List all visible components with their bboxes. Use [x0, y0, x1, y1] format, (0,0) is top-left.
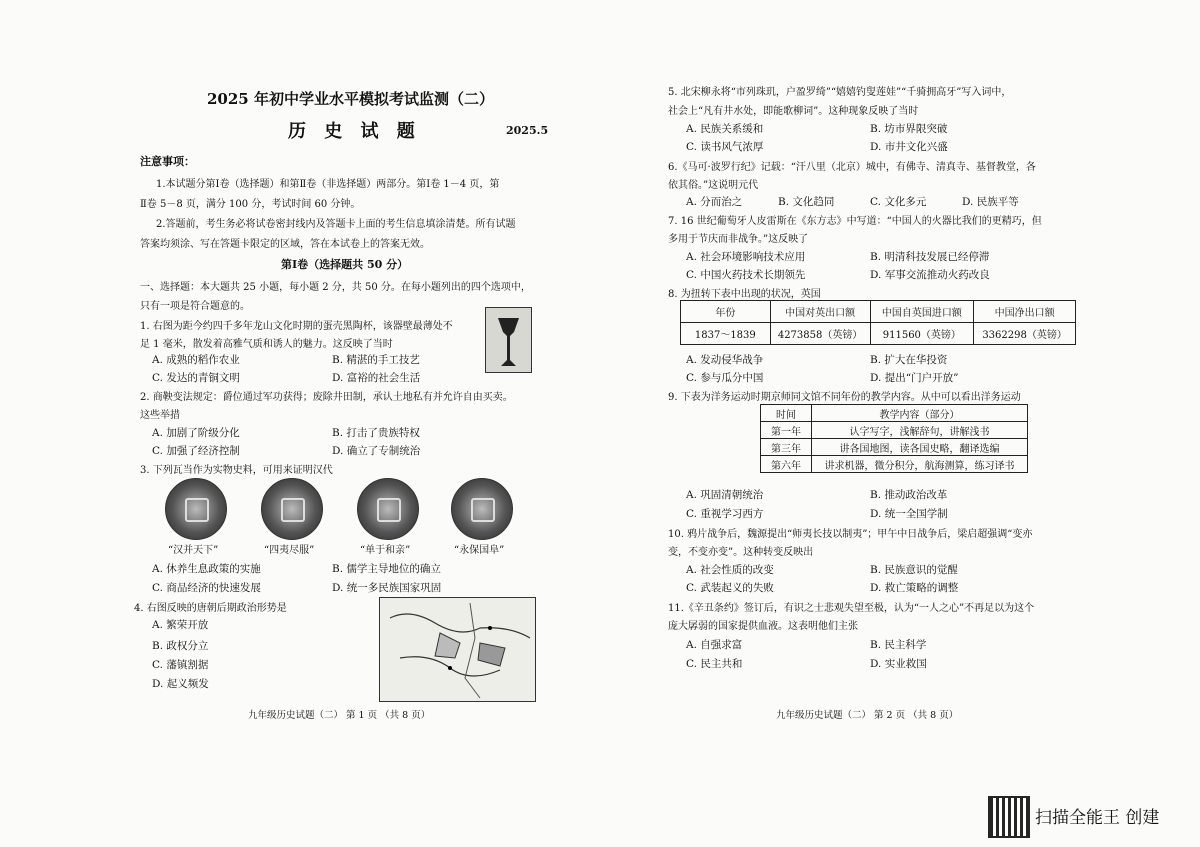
- q11-option-b: B. 民主科学: [870, 639, 927, 651]
- q10-option-d: D. 救亡策略的调整: [870, 582, 959, 594]
- q5-option-d: D. 市井文化兴盛: [870, 141, 948, 153]
- trade-cell: 1837～1839: [681, 323, 771, 345]
- trade-header-cell: 中国净出口额: [974, 301, 1076, 323]
- q7-option-c: C. 中国火药技术长期领先: [686, 269, 806, 281]
- q1-option-c: C. 发达的青铜文明: [152, 372, 240, 384]
- notice-1a: 1.本试题分第Ⅰ卷（选择题）和第Ⅱ卷（非选择题）两部分。第Ⅰ卷 1－4 页，第: [156, 179, 500, 190]
- q1-option-d: D. 富裕的社会生活: [332, 372, 421, 384]
- q6-option-c: C. 文化多元: [870, 196, 927, 208]
- q10-line1: 10. 鸦片战争后，魏源提出“师夷长技以制夷”；甲午中日战争后，梁启超强调“变亦: [668, 529, 1033, 540]
- q9-option-a: A. 巩固清朝统治: [686, 489, 764, 501]
- trade-header-cell: 年份: [681, 301, 771, 323]
- tile-end-3-caption: “单于和亲”: [360, 545, 411, 556]
- pottery-cup-image: [485, 307, 532, 373]
- curriculum-cell: 讲求机器，微分积分，航海测算，练习译书: [812, 456, 1028, 473]
- curriculum-header-cell: 时间: [761, 405, 812, 422]
- q7-option-a: A. 社会环境影响技术应用: [686, 251, 806, 263]
- q4-option-d: D. 起义频发: [152, 678, 209, 690]
- exam-date: 2025.5: [506, 124, 549, 137]
- notice-heading: 注意事项：: [140, 155, 195, 168]
- notice-2b: 答案均须涂、写在答题卡限定的区域，答在本试卷上的答案无效。: [140, 239, 430, 250]
- instructions-2: 只有一项是符合题意的。: [140, 301, 250, 312]
- q2-line1: 2. 商鞅变法规定：爵位通过军功获得；废除井田制，承认土地私有并允许自由买卖。: [140, 392, 513, 403]
- q2-option-d: D. 确立了专制统治: [332, 445, 421, 457]
- notice-2a: 2.答题前，考生务必将试卷密封线内及答题卡上面的考生信息填涂清楚。所有试题: [156, 219, 516, 230]
- notice-1b: Ⅱ卷 5－8 页，满分 100 分，考试时间 60 分钟。: [140, 199, 361, 210]
- q2-option-b: B. 打击了贵族特权: [332, 427, 420, 439]
- q10-option-b: B. 民族意识的觉醒: [870, 564, 958, 576]
- q1-option-a: A. 成熟的稻作农业: [152, 354, 240, 366]
- trade-cell: 3362298（英镑）: [974, 323, 1076, 345]
- q6-option-d: D. 民族平等: [962, 196, 1019, 208]
- q10-option-c: C. 武装起义的失败: [686, 582, 774, 594]
- q2-line2: 这些举措: [140, 410, 180, 421]
- q8-option-a: A. 发动侵华战争: [686, 354, 764, 366]
- curriculum-cell: 讲各国地图，读各国史略，翻译选编: [812, 439, 1028, 456]
- q3-option-b: B. 儒学主导地位的确立: [332, 563, 441, 575]
- q8-option-b: B. 扩大在华投资: [870, 354, 948, 366]
- q10-line2: 变，不变亦变”。这种转变反映出: [668, 547, 814, 558]
- q9-stem: 9. 下表为洋务运动时期京师同文馆不同年份的教学内容。从中可以看出洋务运动: [668, 392, 1021, 403]
- q8-option-d: D. 提出“门户开放”: [870, 372, 959, 384]
- exam-title: 2025 年初中学业水平模拟考试监测（二）: [207, 90, 494, 108]
- trade-header-cell: 中国自英国进口额: [870, 301, 974, 323]
- q1-line2: 足 1 毫米，散发着高雅气质和诱人的魅力。这反映了当时: [140, 339, 393, 350]
- q5-line1: 5. 北宋柳永将“市列珠玑，户盈罗绮”“嬉嬉钓叟莲娃”“千骑拥高牙”写入词中，: [668, 87, 1012, 98]
- q9-option-c: C. 重视学习西方: [686, 508, 764, 520]
- q8-option-c: C. 参与瓜分中国: [686, 372, 764, 384]
- q2-option-a: A. 加剧了阶级分化: [152, 427, 240, 439]
- q11-line2: 庞大孱弱的国家提供血液。这表明他们主张: [668, 621, 858, 632]
- q7-option-b: B. 明清科技发展已经停滞: [870, 251, 990, 263]
- q4-stem: 4. 右图反映的唐朝后期政治形势是: [134, 603, 287, 614]
- tile-end-4-caption: “永保国阜”: [454, 545, 505, 556]
- q5-option-a: A. 民族关系缓和: [686, 123, 764, 135]
- q3-stem: 3. 下列瓦当作为实物史料，可用来证明汉代: [140, 465, 333, 476]
- curriculum-cell: 第一年: [761, 422, 812, 439]
- q1-option-b: B. 精湛的手工技艺: [332, 354, 420, 366]
- right-page: [600, 0, 1200, 847]
- tile-end-2-caption: “四夷尽服”: [264, 545, 315, 556]
- q5-line2: 社会上“凡有井水处，即能歌柳词”。这种现象反映了当时: [668, 106, 919, 117]
- qr-code-icon: [988, 796, 1030, 838]
- curriculum-header-cell: 教学内容（部分）: [812, 405, 1028, 422]
- curriculum-cell: 认字写字，浅解辞句，讲解浅书: [812, 422, 1028, 439]
- q6-line2: 依其俗。”这说明元代: [668, 180, 759, 191]
- q3-option-d: D. 统一多民族国家巩固: [332, 582, 442, 594]
- curriculum-table: [760, 404, 1028, 473]
- left-footer: 九年级历史试题（二） 第 1 页 （共 8 页）: [248, 710, 431, 721]
- q6-option-b: B. 文化趋同: [778, 196, 835, 208]
- trade-cell: 4273858（英镑）: [770, 323, 870, 345]
- trade-header-cell: 中国对英出口额: [770, 301, 870, 323]
- q9-option-b: B. 推动政治改革: [870, 489, 948, 501]
- q5-option-c: C. 读书风气浓厚: [686, 141, 764, 153]
- right-footer: 九年级历史试题（二） 第 2 页 （共 8 页）: [776, 710, 959, 721]
- q4-option-c: C. 藩镇割据: [152, 659, 209, 671]
- q11-line1: 11.《辛丑条约》签订后，有识之士悲观失望至极，认为“一人之心”不再足以为这个: [668, 603, 1035, 614]
- q10-option-a: A. 社会性质的改变: [686, 564, 774, 576]
- q11-option-a: A. 自强求富: [686, 639, 743, 651]
- q4-option-a: A. 繁荣开放: [152, 619, 209, 631]
- q5-option-b: B. 坊市界限突破: [870, 123, 948, 135]
- curriculum-cell: 第六年: [761, 456, 812, 473]
- tile-end-3-image: [357, 478, 419, 540]
- tile-end-1-caption: “汉并天下”: [168, 545, 219, 556]
- tile-end-1-image: [165, 478, 227, 540]
- q7-line1: 7. 16 世纪葡萄牙人皮雷斯在《东方志》中写道：“中国人的火器比我们的更精巧，但: [668, 216, 1042, 227]
- q3-option-a: A. 休养生息政策的实施: [152, 563, 261, 575]
- q2-option-c: C. 加强了经济控制: [152, 445, 240, 457]
- q1-line1: 1. 右图为距今约四千多年龙山文化时期的蛋壳黑陶杯，该器壁最薄处不: [140, 321, 453, 332]
- curriculum-cell: 第三年: [761, 439, 812, 456]
- trade-cell: 911560（英镑）: [870, 323, 974, 345]
- q11-option-d: D. 实业救国: [870, 658, 927, 670]
- instructions-1: 一、选择题：本大题共 25 小题，每小题 2 分，共 50 分。在每小题列出的四个选项中，: [140, 282, 531, 293]
- tile-end-4-image: [451, 478, 513, 540]
- q6-option-a: A. 分而治之: [686, 196, 743, 208]
- q3-option-c: C. 商品经济的快速发展: [152, 582, 261, 594]
- scanner-watermark: 扫描全能王 创建: [1035, 808, 1160, 828]
- q7-line2: 多用于节庆而非战争。”这反映了: [668, 234, 809, 245]
- q9-option-d: D. 统一全国学制: [870, 508, 948, 520]
- tang-map-image: [379, 597, 536, 702]
- q6-line1: 6.《马可·波罗行纪》记载：“汗八里（北京）城中，有佛寺、清真寺、基督教堂，各: [668, 162, 1036, 173]
- section-heading: 第Ⅰ卷（选择题共 50 分）: [281, 258, 409, 271]
- q11-option-c: C. 民主共和: [686, 658, 743, 670]
- q8-stem: 8. 为扭转下表中出现的状况，英国: [668, 289, 821, 300]
- q7-option-d: D. 军事交流推动火药改良: [870, 269, 990, 281]
- trade-table: [680, 300, 1076, 345]
- tile-end-2-image: [261, 478, 323, 540]
- q4-option-b: B. 政权分立: [152, 640, 209, 652]
- subject-title: 历 史 试 题: [288, 121, 421, 142]
